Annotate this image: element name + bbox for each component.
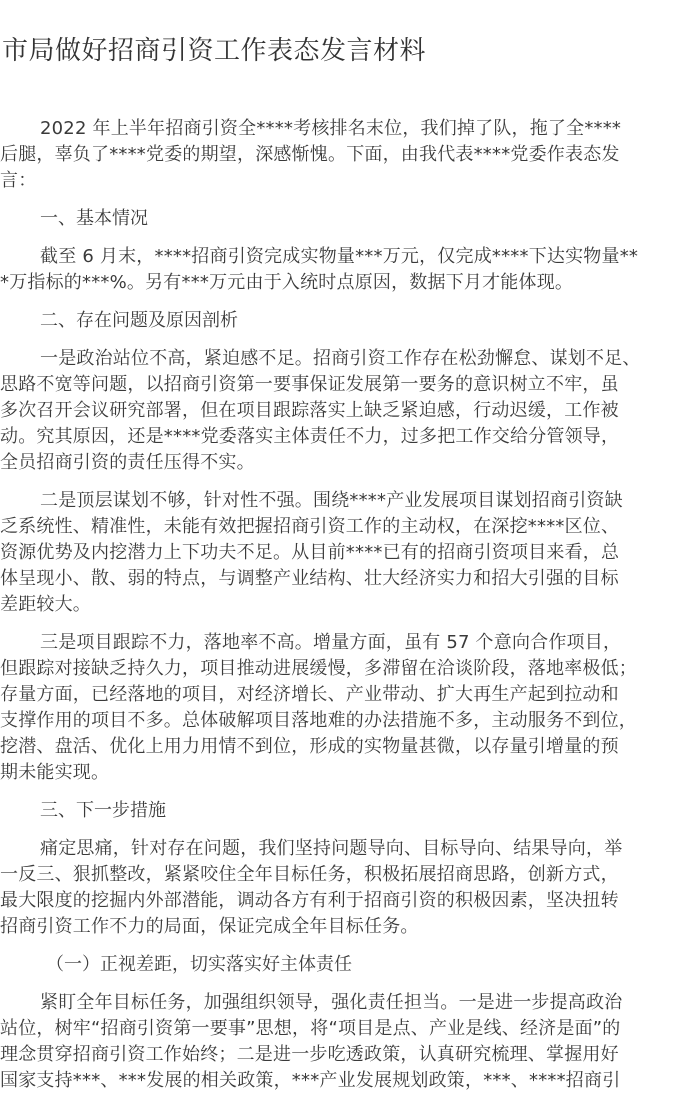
text-line: 二是顶层谋划不够，针对性不强。围绕****产业发展项目谋划招商引资缺: [40, 490, 623, 511]
text-line: 三、下一步措施: [40, 800, 166, 821]
paragraph-measures: [0, 836, 693, 940]
subheading-heading-3-1: [0, 952, 693, 978]
text-line: （一）正视差距，切实落实好主体责任: [46, 954, 352, 975]
text-line: 后腿，辜负了****党委的期望，深感惭愧。下面，由我代表****党委作表态发: [0, 144, 620, 165]
document-title: 市局做好招商引资工作表态发言材料: [2, 36, 427, 66]
paragraph-measure-1: [0, 990, 693, 1094]
text-line: 存量方面，已经落地的项目，对经济增长、产业带动、扩大再生产起到拉动和: [0, 684, 619, 705]
text-line: 动。究其原因，还是****党委落实主体责任不力，过多把工作交给分管领导，: [0, 426, 620, 447]
text-line: 2022 年上半年招商引资全****考核排名末位，我们掉了队，拖了全****: [40, 118, 622, 139]
paragraph-intro: [0, 116, 693, 194]
text-line: 挖潜、盘活、优化上用力用情不到位，形成的实物量甚微，以存量引增量的预: [0, 736, 619, 757]
text-line: 一是政治站位不高，紧迫感不足。招商引资工作存在松劲懈怠、谋划不足、: [40, 348, 641, 369]
paragraph-problem-1: [0, 346, 693, 476]
paragraph-problem-3: [0, 630, 693, 786]
text-line: 乏系统性、精准性，未能有效把握招商引资工作的主动权，在深挖****区位、: [0, 516, 620, 537]
text-line: 站位，树牢“招商引资第一要事”思想，将“项目是点、产业是线、经济是面”的: [0, 1018, 621, 1039]
text-line: 全员招商引资的责任压得不实。: [0, 452, 255, 473]
text-line: 截至 6 月末，****招商引资完成实物量***万元，仅完成****下达实物量**: [40, 246, 639, 267]
text-line: 支撑作用的项目不多。总体破解项目落地难的办法措施不多，主动服务不到位，: [0, 710, 637, 731]
text-line: 理念贯穿招商引资工作始终；二是进一步吃透政策，认真研究梳理、掌握用好: [0, 1044, 619, 1065]
document-body: [0, 116, 693, 1097]
text-line: 多次召开会议研究部署，但在项目跟踪落实上缺乏紧迫感，行动迟缓，工作被: [0, 400, 619, 421]
text-line: 但跟踪对接缺乏持久力，项目推动进展缓慢，多滞留在洽谈阶段，落地率极低；: [0, 658, 637, 679]
text-line: 思路不宽等问题，以招商引资第一要事保证发展第一要务的意识树立不牢，虽: [0, 374, 619, 395]
text-line: 一、基本情况: [40, 208, 148, 229]
text-line: 体呈现小、散、弱的特点，与调整产业结构、壮大经济实力和招大引强的目标: [0, 568, 619, 589]
text-line: 资源优势及内挖潜力上下功夫不足。从目前****已有的招商引资项目来看，总: [0, 542, 620, 563]
text-line: 最大限度的挖掘内外部潜能，调动各方有利于招商引资的积极因素，坚决扭转: [0, 890, 619, 911]
heading-heading-3: [0, 798, 693, 824]
text-line: 痛定思痛，针对存在问题，我们坚持问题导向、目标导向、结果导向，举: [40, 838, 623, 859]
text-line: 紧盯全年目标任务，加强组织领导，强化责任担当。一是进一步提高政治: [40, 992, 623, 1013]
text-line: *万指标的***%。另有***万元由于入统时点原因，数据下月才能体现。: [0, 272, 574, 293]
text-line: 差距较大。: [0, 594, 91, 615]
text-line: 国家支持***、***发展的相关政策，***产业发展规划政策，***、****招商引: [0, 1070, 621, 1091]
heading-heading-1: [0, 206, 693, 232]
text-line: 言：: [0, 170, 37, 191]
text-line: 三是项目跟踪不力，落地率不高。增量方面，虽有 57 个意向合作项目，: [40, 632, 622, 653]
paragraph-basic: [0, 244, 693, 296]
text-line: 招商引资工作不力的局面，保证完成全年目标任务。: [0, 916, 419, 937]
text-line: 一反三、狠抓整改，紧紧咬住全年目标任务，积极拓展招商思路，创新方式，: [0, 864, 619, 885]
text-line: 二、存在问题及原因剖析: [40, 310, 238, 331]
paragraph-problem-2: [0, 488, 693, 618]
heading-heading-2: [0, 308, 693, 334]
text-line: 期未能实现。: [0, 762, 110, 783]
